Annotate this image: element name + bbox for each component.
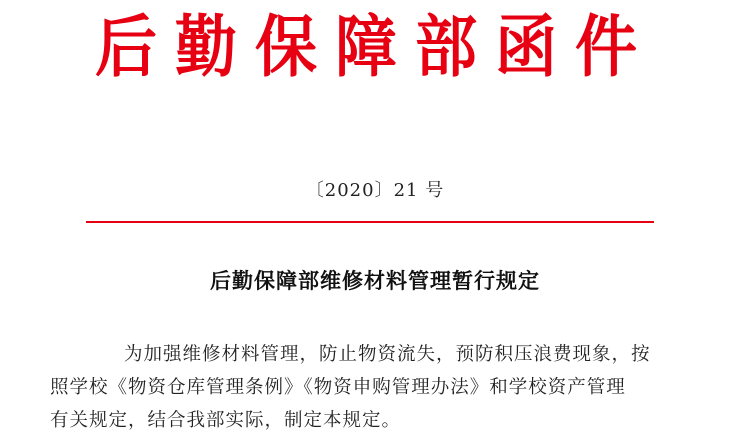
paragraph-line: 有关规定，结合我部实际，制定本规定。 <box>50 410 402 431</box>
letterhead-divider <box>86 221 654 223</box>
paragraph-line: 为加强维修材料管理，防止物资流失，预防积压浪费现象，按 <box>124 344 651 365</box>
letterhead-title: 后勤保障部函件 <box>94 7 655 87</box>
document-number: 〔2020〕21 号 <box>305 180 445 201</box>
body-paragraph <box>50 338 667 437</box>
paragraph-line: 照学校《物资仓库管理条例》《物资申购管理办法》和学校资产管理 <box>50 377 626 398</box>
document-title: 后勤保障部维修材料管理暂行规定 <box>210 269 540 293</box>
